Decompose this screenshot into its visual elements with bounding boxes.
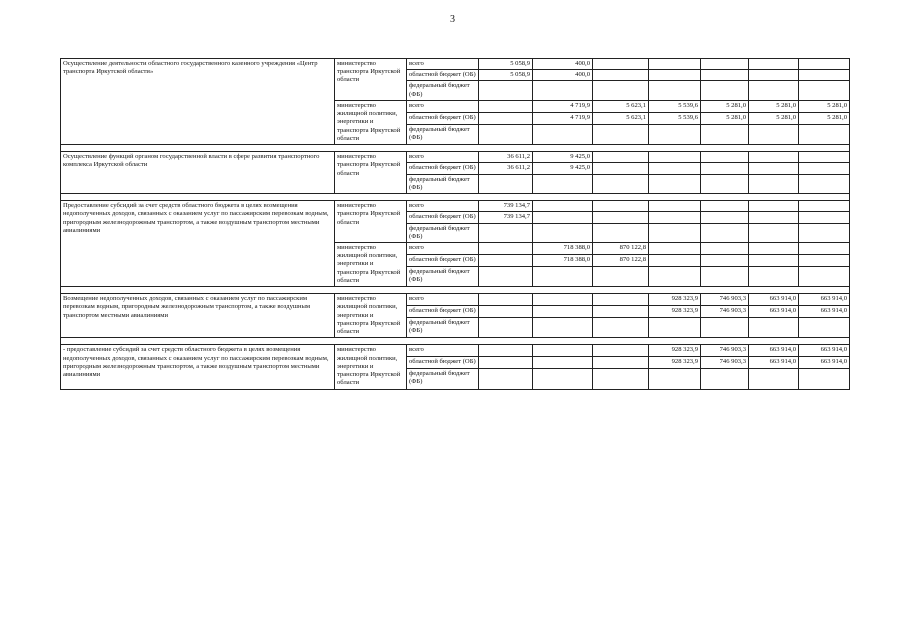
- amount-cell: [649, 70, 701, 81]
- amount-cell: [593, 368, 649, 389]
- amount-cell: [701, 81, 749, 100]
- amount-cell: [799, 223, 850, 242]
- amount-cell: [701, 368, 749, 389]
- amount-cell: [749, 124, 799, 145]
- amount-cell: 5 623,1: [593, 112, 649, 124]
- amount-cell: 746 903,3: [701, 294, 749, 306]
- amount-cell: [701, 124, 749, 145]
- amount-cell: 400,0: [533, 59, 593, 70]
- table-row: [61, 345, 850, 357]
- funding-source-cell: областной бюджет (ОБ): [407, 357, 479, 369]
- amount-cell: [479, 368, 533, 389]
- amount-cell: [701, 152, 749, 163]
- amount-cell: [479, 223, 533, 242]
- amount-cell: 718 388,0: [533, 242, 593, 254]
- amount-cell: [749, 163, 799, 174]
- amount-cell: [593, 212, 649, 223]
- amount-cell: [799, 242, 850, 254]
- amount-cell: [593, 81, 649, 100]
- amount-cell: [649, 174, 701, 193]
- funding-source-cell: федеральный бюджет (ФБ): [407, 223, 479, 242]
- amount-cell: [799, 152, 850, 163]
- funding-source-cell: всего: [407, 152, 479, 163]
- amount-cell: [649, 124, 701, 145]
- funding-source-cell: федеральный бюджет (ФБ): [407, 266, 479, 287]
- amount-cell: 5 281,0: [701, 100, 749, 112]
- amount-cell: 36 611,2: [479, 163, 533, 174]
- separator-cell: [61, 194, 850, 201]
- amount-cell: 9 425,0: [533, 163, 593, 174]
- funding-source-cell: областной бюджет (ОБ): [407, 254, 479, 266]
- amount-cell: [533, 357, 593, 369]
- amount-cell: 746 903,3: [701, 345, 749, 357]
- amount-cell: 400,0: [533, 70, 593, 81]
- amount-cell: [479, 305, 533, 317]
- amount-cell: 746 903,3: [701, 357, 749, 369]
- amount-cell: [479, 317, 533, 338]
- amount-cell: [749, 212, 799, 223]
- amount-cell: 5 281,0: [799, 112, 850, 124]
- activity-description: Возмещение недополученных доходов, связанных с оказанием услуг по пассажирским перевозкам водным, пригородным железнодорожным транспортом, а также воздушным транспортом местными авиалиниями: [61, 294, 335, 338]
- amount-cell: [701, 266, 749, 287]
- executor-cell: министерство транспорта Иркутской области: [335, 59, 407, 101]
- amount-cell: [749, 70, 799, 81]
- amount-cell: [593, 174, 649, 193]
- amount-cell: [749, 59, 799, 70]
- amount-cell: [799, 124, 850, 145]
- amount-cell: [479, 100, 533, 112]
- amount-cell: [593, 201, 649, 212]
- amount-cell: 663 914,0: [749, 305, 799, 317]
- amount-cell: [533, 81, 593, 100]
- amount-cell: 5 539,6: [649, 100, 701, 112]
- amount-cell: 663 914,0: [749, 357, 799, 369]
- section-separator: [61, 194, 850, 201]
- amount-cell: [479, 81, 533, 100]
- executor-cell: министерство жилищной политики, энергетики и транспорта Иркутской области: [335, 294, 407, 338]
- amount-cell: [749, 223, 799, 242]
- separator-cell: [61, 338, 850, 345]
- amount-cell: [593, 124, 649, 145]
- amount-cell: [749, 81, 799, 100]
- amount-cell: [533, 305, 593, 317]
- budget-table: [60, 58, 850, 390]
- amount-cell: [749, 242, 799, 254]
- amount-cell: [649, 242, 701, 254]
- amount-cell: [701, 163, 749, 174]
- table-row: [61, 152, 850, 163]
- amount-cell: 870 122,8: [593, 254, 649, 266]
- amount-cell: 5 281,0: [799, 100, 850, 112]
- amount-cell: [593, 305, 649, 317]
- amount-cell: [701, 59, 749, 70]
- amount-cell: 870 122,8: [593, 242, 649, 254]
- amount-cell: [649, 317, 701, 338]
- amount-cell: [799, 317, 850, 338]
- executor-cell: министерство транспорта Иркутской области: [335, 152, 407, 194]
- funding-source-cell: федеральный бюджет (ФБ): [407, 124, 479, 145]
- amount-cell: [701, 242, 749, 254]
- amount-cell: [533, 266, 593, 287]
- executor-cell: министерство жилищной политики, энергетики и транспорта Иркутской области: [335, 345, 407, 389]
- amount-cell: [533, 345, 593, 357]
- amount-cell: [479, 345, 533, 357]
- amount-cell: [479, 242, 533, 254]
- amount-cell: 718 388,0: [533, 254, 593, 266]
- amount-cell: [799, 70, 850, 81]
- funding-source-cell: всего: [407, 100, 479, 112]
- activity-description: - предоставление субсидий за счет средств областного бюджета в целях возмещения недополученных доходов, связанных с оказанием услуг по пассажирским перевозкам водным, пригородным железнодорожным транспортом, а также воздушным транспортом местными авиалиниями: [61, 345, 335, 389]
- amount-cell: [593, 70, 649, 81]
- amount-cell: [533, 317, 593, 338]
- funding-source-cell: всего: [407, 59, 479, 70]
- amount-cell: [749, 201, 799, 212]
- amount-cell: [799, 266, 850, 287]
- page-number: 3: [450, 14, 455, 25]
- amount-cell: [479, 124, 533, 145]
- amount-cell: [649, 59, 701, 70]
- amount-cell: [649, 368, 701, 389]
- amount-cell: [479, 266, 533, 287]
- amount-cell: [701, 70, 749, 81]
- amount-cell: 5 281,0: [749, 112, 799, 124]
- amount-cell: [799, 59, 850, 70]
- amount-cell: 663 914,0: [799, 357, 850, 369]
- amount-cell: [749, 174, 799, 193]
- amount-cell: [701, 254, 749, 266]
- amount-cell: 36 611,2: [479, 152, 533, 163]
- activity-description: Осуществление деятельности областного государственного казенного учреждения «Центр транспорта Иркутской области»: [61, 59, 335, 145]
- amount-cell: [593, 223, 649, 242]
- amount-cell: [749, 254, 799, 266]
- amount-cell: [593, 317, 649, 338]
- separator-cell: [61, 287, 850, 294]
- separator-cell: [61, 145, 850, 152]
- amount-cell: [479, 357, 533, 369]
- amount-cell: 663 914,0: [749, 345, 799, 357]
- amount-cell: 5 623,1: [593, 100, 649, 112]
- amount-cell: [649, 254, 701, 266]
- amount-cell: 663 914,0: [749, 294, 799, 306]
- funding-source-cell: областной бюджет (ОБ): [407, 305, 479, 317]
- amount-cell: 928 323,9: [649, 357, 701, 369]
- amount-cell: [701, 174, 749, 193]
- funding-source-cell: всего: [407, 345, 479, 357]
- amount-cell: [533, 124, 593, 145]
- amount-cell: [479, 112, 533, 124]
- amount-cell: [749, 152, 799, 163]
- amount-cell: [593, 266, 649, 287]
- funding-source-cell: областной бюджет (ОБ): [407, 163, 479, 174]
- amount-cell: [593, 294, 649, 306]
- amount-cell: [533, 174, 593, 193]
- amount-cell: [593, 152, 649, 163]
- section-separator: [61, 338, 850, 345]
- amount-cell: 9 425,0: [533, 152, 593, 163]
- amount-cell: [649, 266, 701, 287]
- amount-cell: [593, 345, 649, 357]
- funding-source-cell: всего: [407, 201, 479, 212]
- funding-source-cell: федеральный бюджет (ФБ): [407, 317, 479, 338]
- amount-cell: [479, 294, 533, 306]
- funding-source-cell: областной бюджет (ОБ): [407, 70, 479, 81]
- amount-cell: [649, 152, 701, 163]
- funding-source-cell: федеральный бюджет (ФБ): [407, 81, 479, 100]
- amount-cell: 746 903,3: [701, 305, 749, 317]
- table-row: [61, 294, 850, 306]
- amount-cell: 739 134,7: [479, 201, 533, 212]
- amount-cell: 928 323,9: [649, 345, 701, 357]
- amount-cell: [749, 368, 799, 389]
- amount-cell: [533, 368, 593, 389]
- funding-source-cell: областной бюджет (ОБ): [407, 212, 479, 223]
- amount-cell: [593, 59, 649, 70]
- amount-cell: 4 719,9: [533, 100, 593, 112]
- amount-cell: [701, 317, 749, 338]
- amount-cell: 739 134,7: [479, 212, 533, 223]
- executor-cell: министерство жилищной политики, энергетики и транспорта Иркутской области: [335, 100, 407, 144]
- amount-cell: 5 281,0: [749, 100, 799, 112]
- amount-cell: [479, 254, 533, 266]
- amount-cell: [649, 163, 701, 174]
- section-separator: [61, 287, 850, 294]
- amount-cell: 5 539,6: [649, 112, 701, 124]
- amount-cell: 5 058,9: [479, 59, 533, 70]
- amount-cell: [533, 294, 593, 306]
- amount-cell: [479, 174, 533, 193]
- amount-cell: [649, 201, 701, 212]
- amount-cell: 928 323,9: [649, 294, 701, 306]
- amount-cell: [799, 212, 850, 223]
- amount-cell: [533, 212, 593, 223]
- amount-cell: [649, 81, 701, 100]
- amount-cell: [749, 317, 799, 338]
- amount-cell: 5 058,9: [479, 70, 533, 81]
- amount-cell: [593, 163, 649, 174]
- amount-cell: [701, 223, 749, 242]
- amount-cell: 663 914,0: [799, 345, 850, 357]
- amount-cell: [799, 81, 850, 100]
- amount-cell: [799, 201, 850, 212]
- amount-cell: [749, 266, 799, 287]
- activity-description: Осуществление функций органом государственной власти в сфере развития транспортного комплекса Иркутской области: [61, 152, 335, 194]
- amount-cell: 5 281,0: [701, 112, 749, 124]
- amount-cell: 4 719,9: [533, 112, 593, 124]
- amount-cell: [649, 223, 701, 242]
- funding-source-cell: всего: [407, 294, 479, 306]
- table-row: [61, 201, 850, 212]
- funding-source-cell: областной бюджет (ОБ): [407, 112, 479, 124]
- executor-cell: министерство жилищной политики, энергетики и транспорта Иркутской области: [335, 242, 407, 286]
- funding-source-cell: федеральный бюджет (ФБ): [407, 368, 479, 389]
- amount-cell: [533, 201, 593, 212]
- executor-cell: министерство транспорта Иркутской области: [335, 201, 407, 243]
- amount-cell: [799, 368, 850, 389]
- amount-cell: [799, 254, 850, 266]
- amount-cell: [799, 174, 850, 193]
- funding-source-cell: федеральный бюджет (ФБ): [407, 174, 479, 193]
- amount-cell: [799, 163, 850, 174]
- amount-cell: 928 323,9: [649, 305, 701, 317]
- amount-cell: [533, 223, 593, 242]
- activity-description: Предоставление субсидий за счет средств областного бюджета в целях возмещения недополученных доходов, связанных с оказанием услуг по пассажирским перевозкам водным, пригородным железнодорожным транспортом, а также воздушным транспортом местными авиалиниями: [61, 201, 335, 287]
- amount-cell: 663 914,0: [799, 305, 850, 317]
- funding-source-cell: всего: [407, 242, 479, 254]
- amount-cell: [701, 201, 749, 212]
- amount-cell: 663 914,0: [799, 294, 850, 306]
- section-separator: [61, 145, 850, 152]
- amount-cell: [701, 212, 749, 223]
- amount-cell: [593, 357, 649, 369]
- amount-cell: [649, 212, 701, 223]
- table-row: [61, 59, 850, 70]
